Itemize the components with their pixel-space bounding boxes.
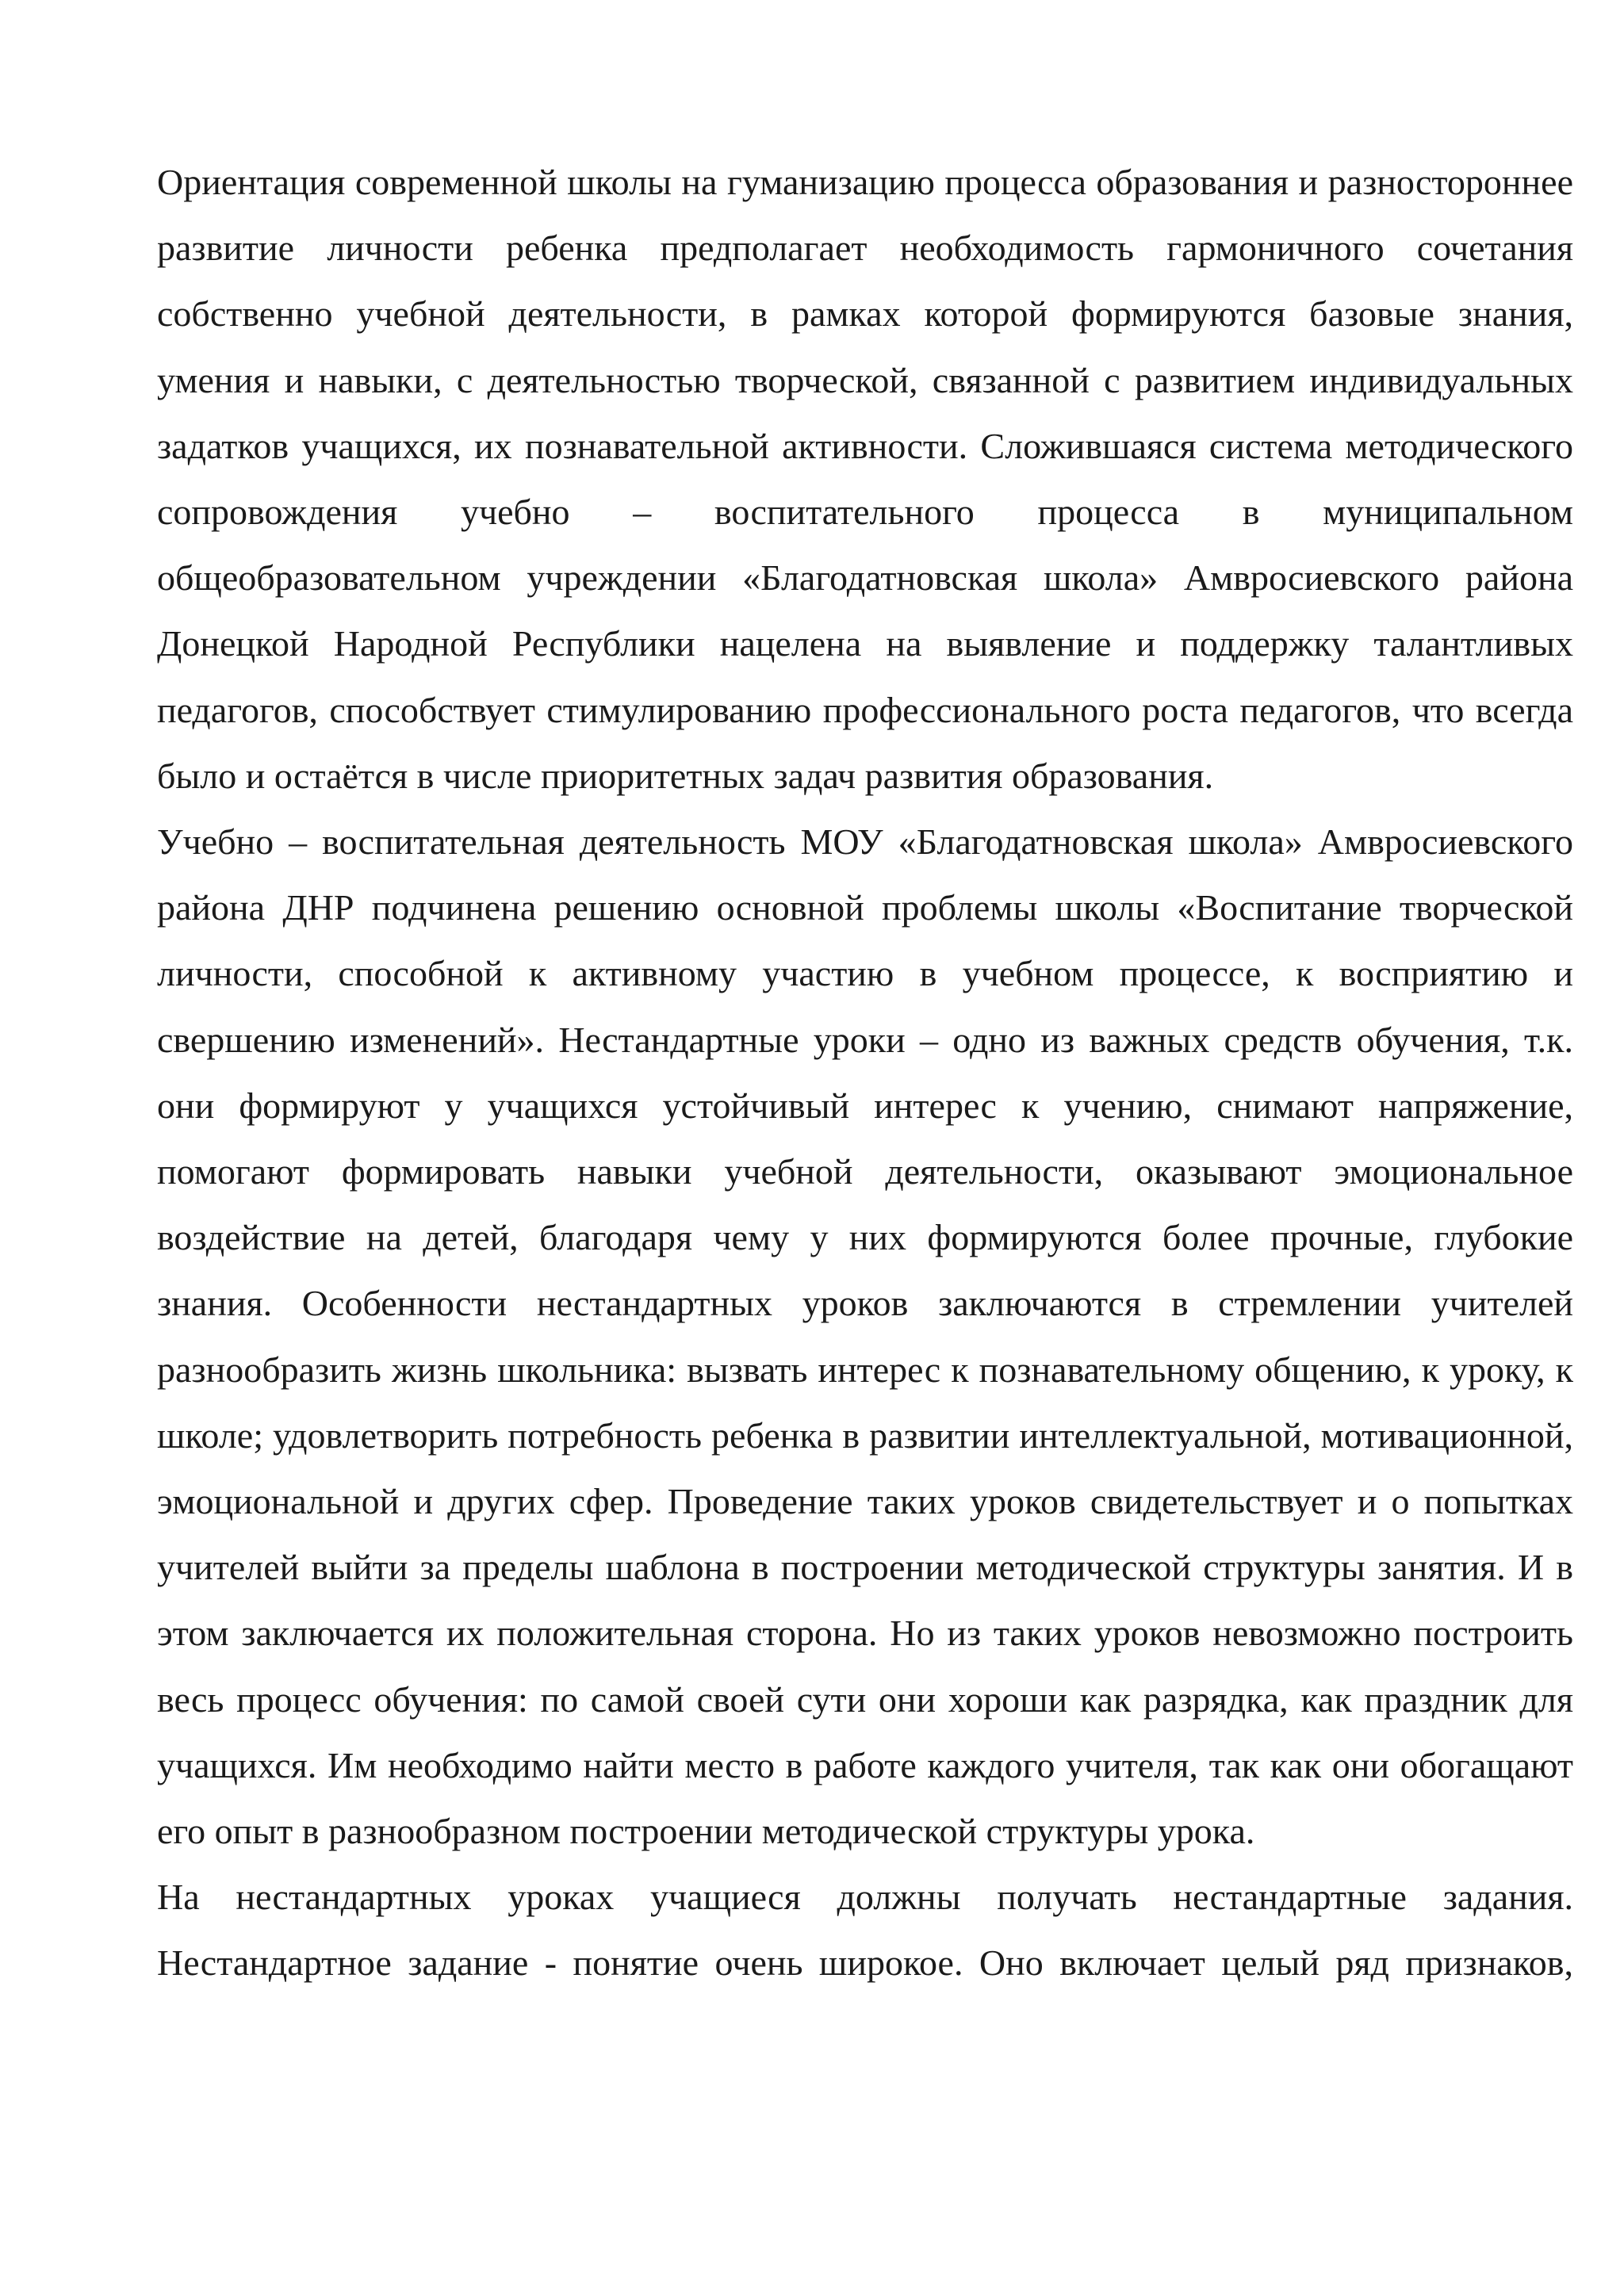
document-body xyxy=(157,149,1573,1996)
paragraph-2: Учебно – воспитательная деятельность МОУ «Благодатновская школа» Амвросиевского района ДНР подчинена решению основной проблемы школы «Воспитание творческой личности, способной к активному участию в учебном процессе, к восприятию и свершению изменений». Нестандартные уроки – одно из важных средств обучения, т.к. они формируют у учащихся устойчивый интерес к учению, снимают напряжение, помогают формировать навыки учебной деятельности, оказывают эмоциональное воздействие на детей, благодаря чему у них формируются более прочные, глубокие знания. Особенности нестандартных уроков заключаются в стремлении учителей разнообразить жизнь школьника: вызвать интерес к познавательному общению, к уроку, к школе; удовлетворить потребность ребенка в развитии интеллектуальной, мотивационной, эмоциональной и других сфер. Проведение таких уроков свидетельствует и о попытках учителей выйти за пределы шаблона в построении методической структуры занятия. И в этом заключается их положительная сторона. Но из таких уроков невозможно построить весь процесс обучения: по самой своей сути они хороши как разрядка, как праздник для учащихся. Им необходимо найти место в работе каждого учителя, так как они обогащают его опыт в разнообразном построении методической структуры урока. xyxy=(157,821,1573,1852)
paragraph-1: Ориентация современной школы на гуманизацию процесса образования и разностороннее развитие личности ребенка предполагает необходимость гармоничного сочетания собственно учебной деятельности, в рамках которой формируются базовые знания, умения и навыки, с деятельностью творческой, связанной с развитием индивидуальных задатков учащихся, их познавательной активности. Сложившаяся система методического сопровождения учебно – воспитательного процесса в муниципальном общеобразовательном учреждении «Благодатновская школа» Амвросиевского района Донецкой Народной Республики нацелена на выявление и поддержку талантливых педагогов, способствует стимулированию профессионального роста педагогов, что всегда было и остаётся в числе приоритетных задач развития образования. xyxy=(157,162,1573,796)
paragraph-3: На нестандартных уроках учащиеся должны получать нестандартные задания. Нестандартное задание - понятие очень широкое. Оно включает целый ряд признаков, xyxy=(157,1877,1573,1984)
